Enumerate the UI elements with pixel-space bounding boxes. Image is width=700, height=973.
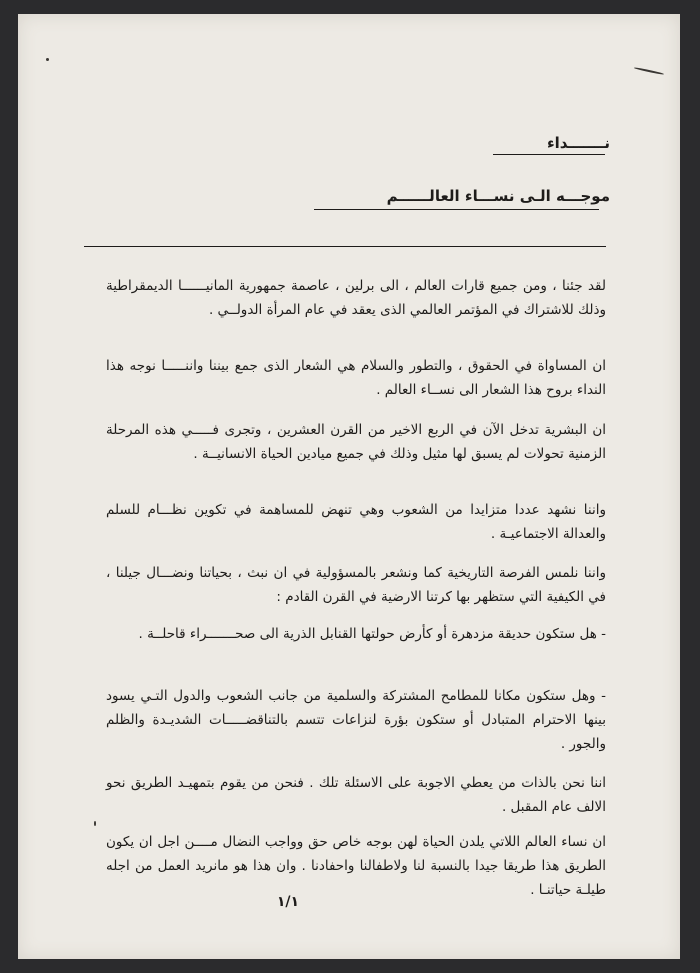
section-divider [84,246,606,247]
paragraph-2: ان المساواة في الحقوق ، والتطور والسلام هي الشعار الذى جمع بيننا واننـــــا نوجه هذا النداء بروح هذا الشعار الى نســاء العالم . [106,358,606,398]
paragraph-4: واننا نشهد عددا متزايدا من الشعوب وهي تنهض للمساهمة في تكوين نظـــام للسلم والعدالة الاجتماعيـة . [106,502,606,542]
paragraph-9: ان نساء العالم اللاتي يلدن الحياة لهن بوجه خاص حق وواجب النضال مــــن اجل ان يكون الطريق هذا طريقا جيدا بالنسبة لنا ولاطفالنا واحفادنا . وان هذا هو مانريد العمل من اجله طيلـة حياتنـا . [106,834,606,898]
paper-mark [634,67,664,75]
paragraph-6: - هل ستكون حديقة مزدهرة أو كأرض حولتها القنابل الذرية الى صحـــــــراء قاحلــة . [138,626,606,642]
paragraph-7: - وهل ستكون مكانا للمطامح المشتركة والسلمية من جانب الشعوب والدول التـي يسود بينها الاحترام المتبادل أو ستكون بؤرة لنزاعات تتسم بالتناقضـــــات الشديـدة والظلم والجور . [106,688,606,752]
paragraph-5: واننا نلمس الفرصة التاريخية كما ونشعر بالمسؤولية في ان نبث ، بحياتنا ونضـــال جيلنا ، في الكيفية التي ستظهر بها كرتنا الارضية في القرن القادم : [106,565,606,605]
subtitle-underline [314,209,599,210]
paragraph-1: لقد جئنا ، ومن جميع قارات العالم ، الى برلين ، عاصمة جمهورية المانيــــــا الديمقراطية وذلك للاشتراك في المؤتمر العالمي الذى يعقد في عام المرأة الدولــي . [106,278,606,318]
paragraph-8: اننا نحن بالذات من يعطي الاجوبة على الاسئلة تلك . فنحن من يقوم بتمهيـد الطريق نحو الالف عام المقبل . [106,775,606,815]
title-underline [493,154,605,155]
page-number: ١/١ [276,894,300,910]
document-page [18,14,680,959]
paper-speck [94,821,96,826]
paper-speck [46,58,49,61]
document-subtitle: موجـــه الـى نســـاء العالــــــم [386,187,610,205]
paragraph-3: ان البشرية تدخل الآن في الربع الاخير من القرن العشرين ، وتجرى فـــــي هذه المرحلة الزمنية تحولات لم يسبق لها مثيل وذلك في جميع ميادين الحياة الانسانيــة . [106,422,606,462]
document-title: نـــــــداء [547,134,610,152]
